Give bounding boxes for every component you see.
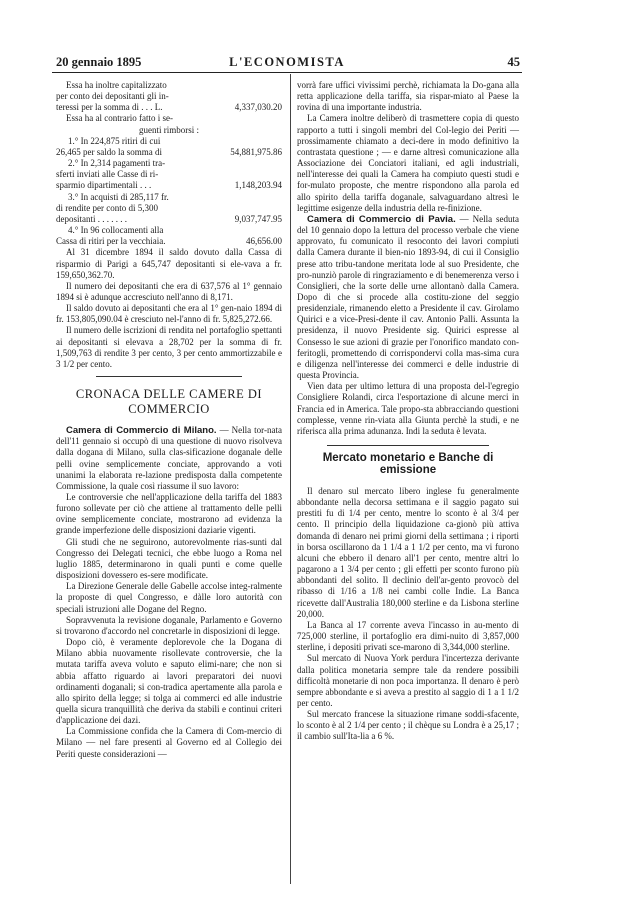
paragraph: Sul mercato di Nuova York perdura l'incertezza derivante dalla politica monetaria sempre tale da rendere possibili difficoltà monetarie di non poca importanza. Il denaro è però sempre abbondante e si aveva a prestito al saggio di 1 a 1 1/2 per cento. bbox=[297, 653, 519, 708]
item-row bbox=[56, 236, 282, 247]
section-title: Camera di Commercio di Milano. bbox=[66, 425, 217, 437]
item-line: 4.° In 96 collocamenti alla bbox=[68, 225, 164, 236]
reimbursement-item bbox=[56, 158, 282, 191]
intro-line: Essa ha al contrario fatto i se- bbox=[66, 113, 173, 124]
paragraph: Vien data per ultimo lettura di una proposta del-l'egregio Consigliere Rolandi, circa l'esportazione di alcune merci in Francia ed in America. Tale propo-sta abbracciando questioni complesse, venne rin-viata alla Giunta perchè la studi, e ne riferisca alla prima adunanza. Indi la seduta è levata. bbox=[297, 381, 519, 436]
item-amount: 46,656.00 bbox=[246, 236, 282, 247]
item-line: Cassa di ritiri per la vecchiaia. bbox=[56, 236, 166, 247]
item-row bbox=[56, 214, 282, 225]
newspaper-page bbox=[52, 52, 522, 884]
header-title: L'ECONOMISTA bbox=[229, 55, 345, 69]
section-heading: Mercato monetario e Banche di emissione bbox=[322, 452, 494, 476]
paragraph: La Banca al 17 corrente aveva l'incasso in au-mento di 725,000 sterline, il portafoglio era dimi-nuito di 3,857,000 sterline, i depositi privati sce-marono di 3,344,000 sterline. bbox=[297, 619, 519, 653]
item-row bbox=[56, 180, 282, 191]
paragraph: Gli studi che ne seguirono, autorevolmente rias-sunti dal Congresso dei Delegati tecnici, che ebbe luogo a Roma nel luglio 1885, determinarono in quali punti e come quelle disposizioni dovessero es-sere modificate. bbox=[56, 536, 282, 581]
header-date: 20 gennaio 1895 bbox=[56, 55, 142, 69]
interest-label: teressi per la somma di . . . L. bbox=[56, 102, 163, 113]
column-divider bbox=[290, 74, 291, 884]
item-amount: 9,037,747.95 bbox=[234, 213, 282, 224]
intro-line: Essa ha inoltre capitalizzato bbox=[66, 80, 167, 90]
item-line: sparmio dipartimentali . . . bbox=[56, 180, 152, 191]
item-amount: 1,148,203.94 bbox=[234, 180, 282, 191]
paragraph: Le controversie che nell'applicazione della tariffa del 1883 furono sollevate per ciò che attiene al trattamento delle pelli ovine semplicemente conciate, mostrarono ad evidenza la grande imperfezione delle disposizioni daziarie vigenti. bbox=[56, 492, 282, 536]
left-column bbox=[56, 80, 282, 760]
paragraph: Sopravvenuta la revisione doganale, Parlamento e Governo si trovarono d'accordo nel concretarle in disposizioni di legge. bbox=[56, 614, 282, 636]
interest-amount: 4,337,030.20 bbox=[234, 102, 282, 113]
page-header bbox=[52, 52, 522, 73]
paragraph: Il numero delle iscrizioni di rendita nel portafoglio spettanti ai depositanti si elevava a 28,702 per la somma di fr. 1,509,763 di rendite 3 per cento, 3 per cento ammortizzabile e 3 1/2 per cento. bbox=[56, 325, 282, 369]
item-line: 1.° In 224,875 ritiri di cui bbox=[68, 135, 161, 146]
paragraph bbox=[297, 214, 519, 381]
reimbursement-item bbox=[56, 192, 282, 225]
paragraph: Sul mercato francese la situazione rimane soddi-sfacente, lo sconto è al 2 1/4 per cento ; il chèque su Londra è a 25,17 ; il cambio sull'Ita-lia a 6 %. bbox=[297, 709, 519, 742]
intro-line: per conto dei depositanti gli in- bbox=[56, 91, 169, 102]
intro-line: guenti rimborsi : bbox=[139, 124, 199, 135]
item-line: 26,465 per saldo la somma di bbox=[56, 146, 162, 157]
paragraph: Il numero dei depositanti che era di 637,576 al 1° gennaio 1894 si è adunque accresciuto nell'anno di 8,171. bbox=[56, 280, 282, 302]
paragraph: Il saldo dovuto ai depositanti che era al 1° gen-naio 1894 di fr. 153,805,090.04 è cresciuto nel-l'anno di fr. 5,825,272.66. bbox=[56, 303, 282, 325]
item-line: 2.° In 2,314 pagamenti tra- bbox=[68, 158, 166, 169]
paragraph: Al 31 dicembre 1894 il saldo dovuto dalla Cassa di risparmio di Parigi a 645,747 depositanti si ele-vava a fr. 159,650,362.70. bbox=[56, 247, 282, 280]
section-heading: CRONACA DELLE CAMERE DI COMMERCIO bbox=[75, 387, 263, 417]
page-number: 45 bbox=[507, 55, 520, 69]
right-column bbox=[297, 80, 519, 743]
paragraph: La Camera inoltre deliberò di trasmettere copia di questo rapporto a tutti i singoli membri del Col-legio dei Periti — prossimamente chiamato a deci-dere in modo definitivo la contrastata questione ; — e darne altresì comunicazione alla Associazione dei Conciatori italiani, ed agli industriali, nell'interesse dei quali la Camera ha compiuto questi studi e for-mulato proposte, che mentre rispondono alla parola ed allo spirito della tariffa doganale, salvaguardano altresì le legittime esigenze della industria della re-finizione. bbox=[297, 113, 519, 213]
paragraph: La Direzione Generale delle Gabelle accolse integ-ralmente la proposte di quel Congresso, e dàlle loro autorità con speciali istruzioni alle Dogane del Regno. bbox=[56, 581, 282, 614]
reimbursement-item bbox=[56, 225, 282, 247]
section-rule bbox=[96, 376, 242, 377]
item-line: depositanti . . . . . . . bbox=[56, 213, 127, 224]
section-rule bbox=[327, 445, 489, 446]
paragraph bbox=[56, 425, 282, 492]
item-line: di rendite per conto di 5,300 bbox=[56, 202, 158, 213]
section-title: Camera di Commercio di Pavia. bbox=[307, 213, 456, 225]
item-line: 3.° In acquisti di 285,117 fr. bbox=[68, 191, 169, 202]
interest-row bbox=[56, 102, 282, 113]
paragraph-text: — Nella seduta del 10 gennaio dopo la lettura del processo verbale che viene approvato, fu comunicato il resoconto dei lavori compiuti dalla Camera durante il bien-nio 1893-94, di cui il Consiglio prese atto tribu-tandone meritata lode al suo Presidente, che pro-nunziò parole di ringraziamento e di benemerenza verso i Consiglieri, che la sorte delle urne allontanò dalla Camera. Dopo di che si procede alla costitu-zione del seggio presidenziale, rimanendo eletto a Presidente il cav. Girolamo Quirici e a vice-Presi-dente il cav. Antonio Palli. Assunta la presidenza, il nuovo Presidente sig. Quirici espresse al Consesso le sue azioni di grazie per l'onorifico mandato con-feritogli, promettendo di corrispondervi colla mas-sima cura e diligenza nell'interesse dei commerci e delle industrie di questa Provincia. bbox=[297, 213, 520, 381]
item-row bbox=[56, 147, 282, 158]
paragraph: vorrà fare uffici vivissimi perchè, richiamata la Do-gana alla retta applicazione della tariffa, sia rispar-miato al Paese la rovina di una importante industria. bbox=[297, 80, 519, 113]
paragraph: Il denaro sul mercato libero inglese fu generalmente abbondante nella decorsa settimana e il saggio pagato sui prestiti fu di 1/4 per cento, mentre lo sconto è al 3/4 per cento. Il principio della liquidazione ca-gionò più attiva domanda di denaro nei primi giorni della settimana ; i riporti in borsa oscillarono da 1 1/4 a 1 1/2 per cento, ma vi furono alcuni che ebbero il denaro all'1 per cento, mentre altri lo pagarono a 1 3/4 per cento ; gli effetti per sconto furono più abbondanti del solito. Il declinio dell'ar-gento provocò del ribasso di 1/16 a 1/8 nei cambi colle Indie. La Banca ricevette dall'Australia 180,000 sterline e da Lisbona sterline 20,000. bbox=[297, 486, 519, 619]
item-line: sferti inviati alle Casse di ri- bbox=[56, 169, 159, 180]
item-amount: 54,881,975.86 bbox=[230, 146, 282, 157]
reimbursement-item bbox=[56, 136, 282, 158]
paragraph: Dopo ciò, è veramente deplorevole che la Dogana di Milano abbia nuovamente risollevate controversie, che la mutata tariffa aveva voluto e saputo elimi-nare; che non si abbia affatto riguardo ai lavori preparatori dei nuovi ordinamenti doganali; si con-tradica apertamente alla parola e allo spirito della legge; si tolga ai commerci ed alle industrie quella sicura tranquillità che deriva da stabili e continui criteri d'applicazione dei dazi. bbox=[56, 637, 282, 726]
paragraph-text: — Nella tor-nata dell'11 gennaio si occupò di una questione di nuovo risolveva dalla dogana di Milano, sulla clas-sificazione doganale delle pelli ovine semplicemente conciate, approvando a voti unanimi la elaborata re-lazione predisposta dalla competente Commissione, la quale così riassume il suo lavoro: bbox=[56, 425, 282, 491]
paragraph: La Commissione confida che la Camera di Com-mercio di Milano — nel fare presenti al Governo ed al Collegio dei Periti queste considerazioni — bbox=[56, 726, 282, 759]
